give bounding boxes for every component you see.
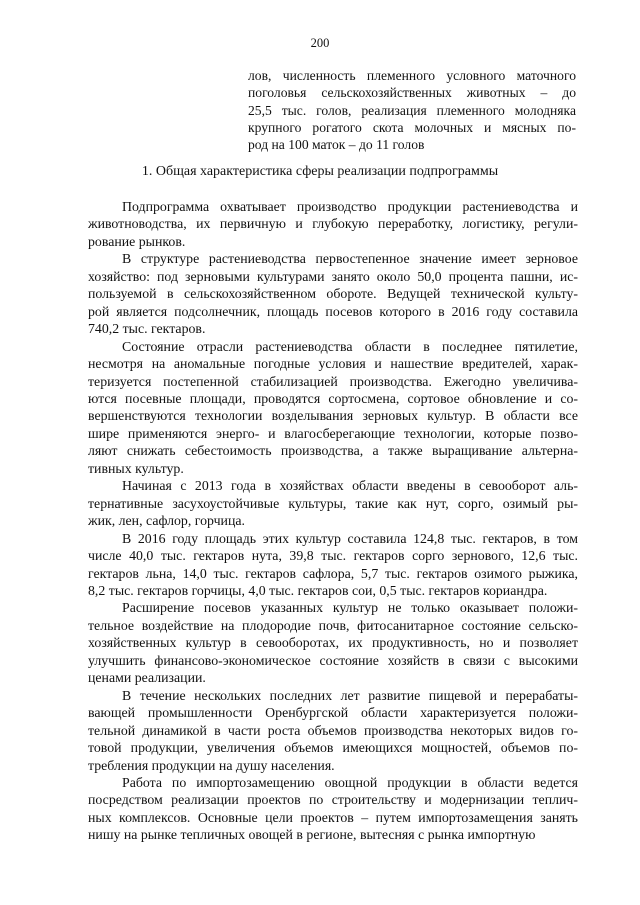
paragraph	[88, 530, 578, 600]
paragraph-line: вающей промышленности Оренбургской области характеризуется положи-	[88, 705, 578, 721]
paragraph-line: В течение нескольких последних лет развитие пищевой и перерабаты-	[122, 687, 578, 703]
paragraph-line: шире применяются энерго- и влагосберегающие технологии, которые позво-	[88, 425, 578, 441]
intro-line: лов, численность племенного условного маточного	[248, 68, 576, 83]
paragraph-line: В 2016 году площадь этих культур составила 124,8 тыс. гектаров, в том	[122, 530, 578, 546]
paragraph-line: товой продукции, увеличения объемов имеющихся мощностей, объемов по-	[88, 740, 578, 756]
paragraph-line: 8,2 тыс. гектаров горчицы, 4,0 тыс. гектаров сои, 0,5 тыс. гектаров кориандра.	[88, 582, 548, 598]
paragraph-line: В структуре растениеводства первостепенное значение имеет зерновое	[122, 251, 578, 267]
intro-line: поголовья сельскохозяйственных животных – до	[248, 85, 576, 101]
paragraph-line: хозяйственных культур в севооборотах, их продуктивность, но и позволяет	[88, 635, 578, 651]
paragraph	[88, 774, 578, 844]
paragraph	[88, 477, 578, 529]
paragraph-line: требления продукции на душу населения.	[88, 757, 335, 773]
intro-block	[248, 67, 576, 153]
section-heading: 1. Общая характеристика сферы реализации подпрограммы	[141, 164, 499, 179]
paragraph	[88, 599, 578, 686]
paragraph-line: пользуемой в сельскохозяйственном обороте. Ведущей технической культу-	[88, 286, 578, 302]
paragraph	[88, 250, 578, 337]
paragraph-line: несмотря на аномальные погодные условия и нашествие вредителей, харак-	[88, 356, 578, 372]
body-text	[88, 198, 578, 844]
paragraph	[88, 198, 578, 250]
intro-line: 25,5 тыс. голов, реализация племенного молодняка	[248, 102, 576, 118]
paragraph-line: Состояние отрасли растениеводства области в последнее пятилетие,	[122, 338, 578, 354]
paragraph-line: тивных культур.	[88, 460, 184, 476]
paragraph	[88, 338, 578, 478]
paragraph-line: гектаров льна, 14,0 тыс. гектаров сафлора, 5,7 тыс. гектаров озимого рыжика,	[88, 565, 578, 581]
paragraph-line: ных комплексов. Основные цели проектов – путем импортозамещения занять	[88, 809, 578, 825]
paragraph-line: числе 40,0 тыс. гектаров нута, 39,8 тыс. гектаров сорго зернового, 12,6 тыс.	[88, 548, 578, 564]
paragraph-line: вершенствуются технологии возделывания зерновых культур. В области все	[88, 408, 578, 424]
intro-line: крупного рогатого скота молочных и мясных по-	[248, 119, 576, 135]
paragraph	[88, 687, 578, 774]
paragraph-line: теризуется постепенной стабилизацией производства. Ежегодно увеличива-	[88, 373, 578, 389]
paragraph-line: посредством реализации проектов по строительству и модернизации теплич-	[88, 792, 578, 808]
paragraph-line: тельное воздействие на плодородие почв, фитосанитарное состояние сельско-	[88, 617, 578, 633]
paragraph-line: ценами реализации.	[88, 670, 206, 686]
paragraph-line: рование рынков.	[88, 233, 186, 249]
paragraph-line: Работа по импортозамещению овощной продукции в области ведется	[122, 774, 578, 790]
page-number: 200	[310, 36, 330, 50]
paragraph-line: ются посевные площади, проводятся сортосмена, сортовое обновление и со-	[88, 390, 578, 406]
paragraph-line: ляют снижать себестоимость производства, а также выращивание альтерна-	[88, 443, 578, 459]
paragraph-line: улучшить финансово-экономическое состояние хозяйств в связи с высокими	[88, 652, 578, 668]
intro-line: род на 100 маток – до 11 голов	[248, 137, 425, 153]
paragraph-line: Расширение посевов указанных культур не только оказывает положи-	[122, 600, 578, 616]
paragraph-line: Начиная с 2013 года в хозяйствах области введены в севооборот аль-	[122, 478, 578, 494]
paragraph-line: 740,2 тыс. гектаров.	[88, 321, 206, 337]
paragraph-line: жик, лен, сафлор, горчица.	[88, 513, 245, 529]
paragraph-line: тернативные засухоустойчивые культуры, такие как нут, сорго, озимый ры-	[88, 495, 578, 511]
paragraph-line: рой является подсолнечник, площадь посевов которого в 2016 году составила	[88, 303, 578, 319]
paragraph-line: животноводства, их первичную и глубокую переработку, логистику, регули-	[88, 216, 578, 232]
paragraph-line: Подпрограмма охватывает производство продукции растениеводства и	[122, 199, 578, 214]
paragraph-line: нишу на рынке тепличных овощей в регионе, вытесняя с рынка импортную	[88, 827, 536, 843]
paragraph-line: хозяйство: под зерновыми культурами занято около 50,0 процента пашни, ис-	[88, 268, 578, 284]
paragraph-line: тельной динамикой в части роста объемов производства некоторых видов го-	[88, 722, 578, 738]
